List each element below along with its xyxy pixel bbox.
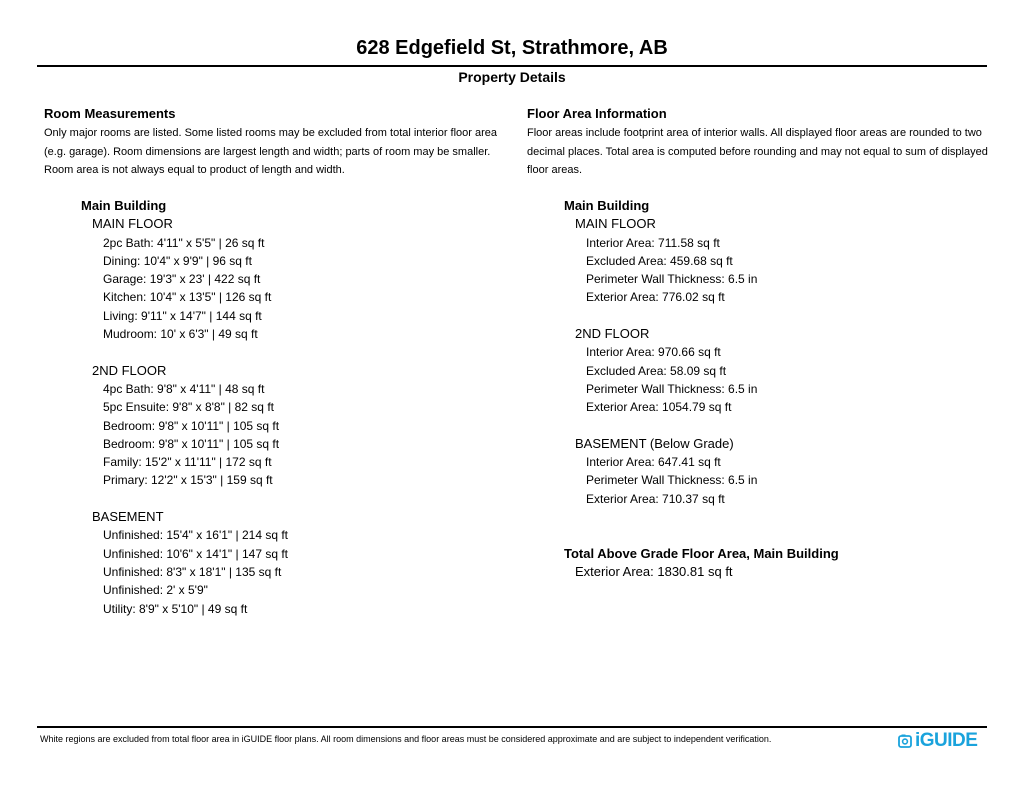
spacer [81, 343, 511, 361]
spacer [81, 490, 511, 508]
area-row: Perimeter Wall Thickness: 6.5 in [586, 381, 758, 396]
room-measurements-section [44, 105, 514, 180]
spacer [564, 307, 984, 325]
room-measurements-note: Only major rooms are listed. Some listed rooms may be excluded from total interior floor area (e.g. garage). Room dimensions are largest length and width; parts of room may be smaller. Room area is not always equal to product of length and width. [44, 127, 498, 176]
area-row: Interior Area: 711.58 sq ft [586, 235, 720, 250]
area-row: Exterior Area: 1054.79 sq ft [586, 400, 732, 415]
area-row: Exterior Area: 776.02 sq ft [586, 290, 725, 305]
room-measurements-heading: Room Measurements [44, 106, 176, 121]
area-row: Interior Area: 647.41 sq ft [586, 455, 721, 470]
area-row: Excluded Area: 459.68 sq ft [586, 253, 733, 268]
room-row: Unfinished: 8'3" x 18'1" | 135 sq ft [103, 564, 282, 579]
logo-wordmark: iGUIDE [915, 730, 978, 751]
room-row: Family: 15'2" x 11'11" | 172 sq ft [103, 455, 272, 470]
floor-area-list [564, 197, 984, 581]
room-row: Unfinished: 15'4" x 16'1" | 214 sq ft [103, 528, 288, 543]
footer-divider [37, 726, 987, 728]
page-title: 628 Edgefield St, Strathmore, AB [356, 37, 668, 59]
area-row: Exterior Area: 710.37 sq ft [586, 491, 725, 506]
room-row: Living: 9'11" x 14'7" | 144 sq ft [103, 308, 262, 323]
total-area-value: Exterior Area: 1830.81 sq ft [575, 563, 733, 579]
spacer [564, 417, 984, 435]
floor-name: BASEMENT [92, 509, 164, 525]
header-divider [37, 65, 987, 67]
iguide-camera-icon [898, 734, 912, 748]
room-row: Mudroom: 10' x 6'3" | 49 sq ft [103, 327, 258, 342]
building-name: Main Building [564, 198, 650, 213]
room-row: Unfinished: 10'6" x 14'1" | 147 sq ft [103, 546, 288, 561]
iguide-logo [898, 730, 977, 752]
room-row: Garage: 19'3" x 23' | 422 sq ft [103, 272, 261, 287]
room-row: Utility: 8'9" x 5'10" | 49 sq ft [103, 601, 248, 616]
room-row: Dining: 10'4" x 9'9" | 96 sq ft [103, 253, 252, 268]
room-row: Primary: 12'2" x 15'3" | 159 sq ft [103, 473, 273, 488]
floor-name: 2ND FLOOR [92, 362, 167, 378]
spacer [564, 526, 984, 544]
room-row: 2pc Bath: 4'11" x 5'5" | 26 sq ft [103, 235, 265, 250]
floor-area-heading: Floor Area Information [527, 106, 667, 121]
footer-disclaimer: White regions are excluded from total floor area in iGUIDE floor plans. All room dimensions and floor areas must be considered approximate and are subject to independent verification. [40, 734, 772, 744]
spacer [564, 508, 984, 526]
floor-area-section [527, 105, 997, 180]
floor-name: BASEMENT (Below Grade) [575, 435, 734, 451]
floor-name: 2ND FLOOR [575, 326, 650, 342]
room-row: 5pc Ensuite: 9'8" x 8'8" | 82 sq ft [103, 400, 274, 415]
area-row: Perimeter Wall Thickness: 6.5 in [586, 272, 758, 287]
floor-name: MAIN FLOOR [92, 216, 173, 232]
area-row: Perimeter Wall Thickness: 6.5 in [586, 473, 758, 488]
area-row: Interior Area: 970.66 sq ft [586, 345, 721, 360]
room-row: 4pc Bath: 9'8" x 4'11" | 48 sq ft [103, 381, 265, 396]
floor-area-note: Floor areas include footprint area of interior walls. All displayed floor areas are rounded to two decimal places. Total area is computed before rounding and may not equal to sum of displayed floor areas. [527, 127, 988, 176]
room-list [81, 197, 511, 618]
total-area-heading: Total Above Grade Floor Area, Main Building [564, 545, 839, 561]
area-row: Excluded Area: 58.09 sq ft [586, 363, 727, 378]
page-subtitle: Property Details [458, 69, 566, 85]
room-row: Bedroom: 9'8" x 10'11" | 105 sq ft [103, 436, 280, 451]
building-name: Main Building [81, 198, 167, 213]
room-row: Kitchen: 10'4" x 13'5" | 126 sq ft [103, 290, 272, 305]
room-row: Bedroom: 9'8" x 10'11" | 105 sq ft [103, 418, 280, 433]
room-row: Unfinished: 2' x 5'9" [103, 583, 208, 598]
floor-name: MAIN FLOOR [575, 216, 656, 232]
